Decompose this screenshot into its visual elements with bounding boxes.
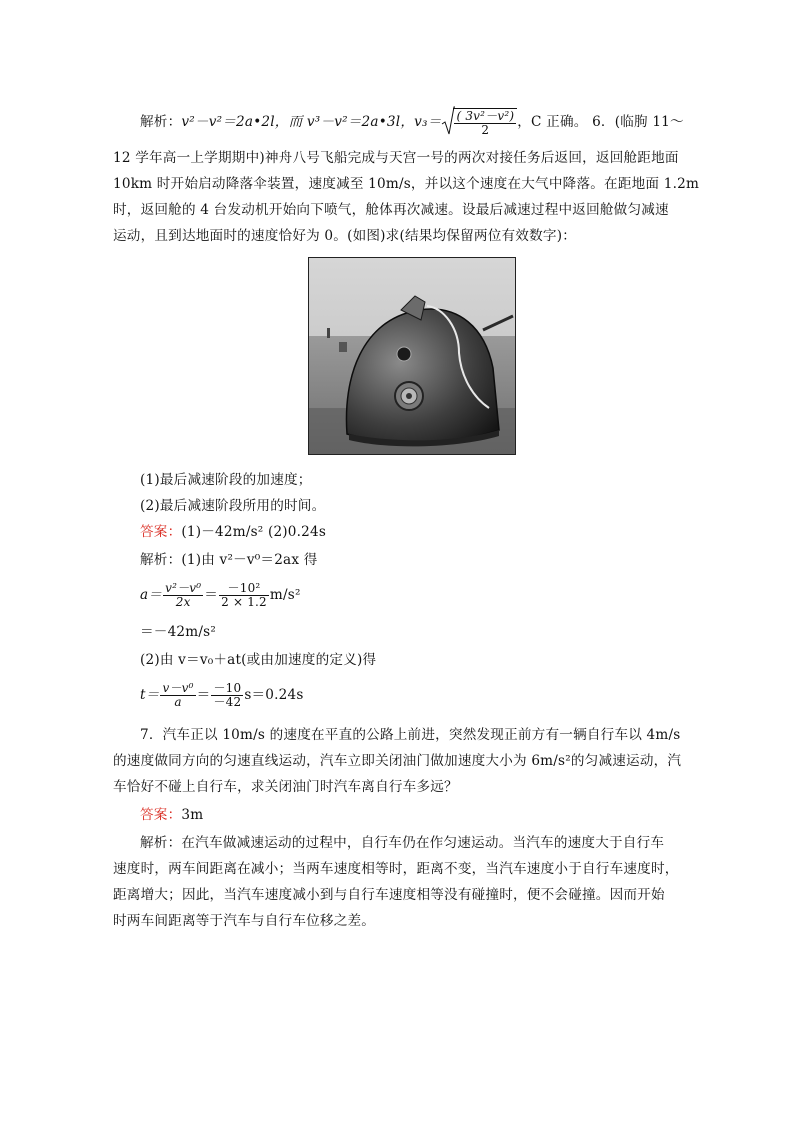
q7-answer: [140, 805, 203, 825]
q6-line-1: 12 学年高一上学期期中)神舟八号飞船完成与天宫一号的两次对接任务后返回，返回舱距地面: [113, 150, 679, 166]
q6-sub-1: (1)最后减速阶段的加速度；: [140, 472, 312, 488]
time-var: t＝: [140, 687, 160, 703]
intro-equation: v²－v²＝2a•2l，而 v³－v²＝2a•3l，v₃＝: [181, 114, 442, 130]
accel-eq: ＝: [204, 587, 219, 603]
time-formula: [140, 680, 304, 710]
accel-num-1: v²－v⁰: [165, 581, 202, 595]
q7-line-1: 7．汽车正以 10m/s 的速度在平直的公路上前进，突然发现正前方有一辆自行车以 4m/s: [140, 727, 681, 743]
time-num-2: －10: [213, 681, 242, 695]
time-den-1: a: [174, 695, 182, 709]
answer-label: 答案：: [140, 524, 182, 540]
time-eq: ＝: [196, 687, 211, 703]
accel-den-2: 2 × 1.2: [221, 595, 267, 609]
intro-tail: ，C 正确。 6．(临朐 11～: [517, 114, 684, 130]
q6-sub-2: (2)最后减速阶段所用的时间。: [140, 498, 326, 514]
sqrt-sign-icon: [441, 106, 455, 136]
q6-analysis-2: (2)由 v＝v₀＋at(或由加速度的定义)得: [140, 652, 377, 668]
sqrt-numerator: ( 3v²－v²): [456, 109, 515, 123]
accel-den-1: 2x: [175, 595, 191, 609]
accel-var: a＝: [140, 587, 163, 603]
q7-analysis-3: 距离增大；因此，当汽车速度减小到与自行车速度相等没有碰撞时，便不会碰撞。因而开始: [113, 887, 665, 903]
time-unit: s＝0.24s: [244, 687, 304, 703]
accel-unit: m/s²: [269, 587, 301, 603]
time-num-1: v－v⁰: [162, 681, 194, 695]
analysis-label: 解析：: [140, 552, 182, 568]
q6-analysis-1: [140, 550, 318, 570]
sqrt-denominator: 2: [481, 123, 490, 137]
q6-line-3: 时，返回舱的 4 台发动机开始向下喷气，舱体再次减速。设最后减速过程中返回舱做匀减速: [113, 202, 669, 218]
accel-formula: [140, 580, 301, 610]
answer-text: 3m: [181, 807, 204, 823]
q6-line-2: 10km 时开始启动降落伞装置，速度减至 10m/s，并以这个速度在大气中降落。在距地面 1.2m: [113, 176, 700, 192]
analysis-label: 解析：: [140, 114, 182, 130]
analysis-label: 解析：: [140, 835, 182, 851]
q7-analysis-4: 时两车间距离等于汽车与自行车位移之差。: [113, 913, 376, 929]
return-capsule-photo: [308, 257, 516, 455]
q7-line-3: 车恰好不碰上自行车，求关闭油门时汽车离自行车多远？: [113, 779, 458, 795]
analysis-text: 在汽车做减速运动的过程中，自行车仍在作匀速运动。当汽车的速度大于自行车: [181, 835, 665, 851]
q7-line-2: 的速度做同方向的匀速直线运动，汽车立即关闭油门做加速度大小为 6m/s²的匀减速运动，汽: [113, 753, 682, 769]
intro-line: [140, 108, 684, 137]
accel-result: ＝－42m/s²: [140, 624, 216, 640]
analysis-text: (1)由 v²－v⁰＝2ax 得: [181, 552, 318, 568]
accel-num-2: －10²: [219, 582, 269, 596]
time-den-2: －42: [213, 695, 242, 709]
q6-line-4: 运动，且到达地面时的速度恰好为 0。(如图)求(结果均保留两位有效数字)：: [113, 228, 576, 244]
q7-analysis-2: 速度时，两车间距离在减小；当两车速度相等时，距离不变，当汽车速度小于自行车速度时，: [113, 861, 679, 877]
q6-answer: [140, 522, 326, 542]
answer-text: (1)－42m/s² (2)0.24s: [181, 524, 327, 540]
q7-analysis-1: [140, 833, 664, 853]
capsule-image: [309, 258, 515, 454]
answer-label: 答案：: [140, 807, 182, 823]
sqrt-expression: [441, 108, 517, 137]
